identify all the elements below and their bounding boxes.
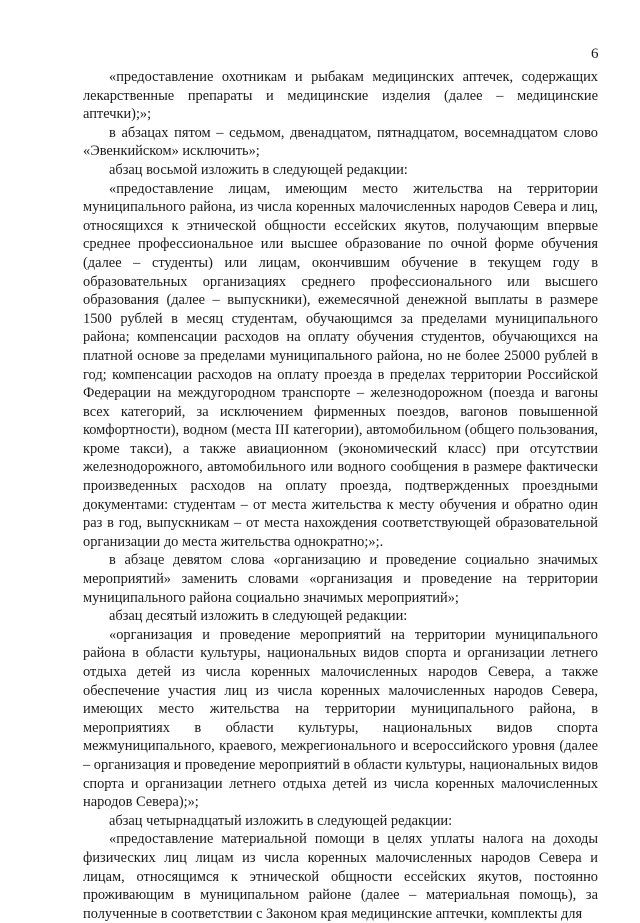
paragraph-tenth-intro: абзац десятый изложить в следующей редакции:: [109, 608, 408, 625]
paragraph-events: «организация и проведение мероприятий на территории муниципального района в области культуры, национальных видов спорта и организации летнего отдыха детей из числа коренных малочисленных народов Севера, а также обеспечение участия лиц из числа коренных малочисленных народов Севера, имеющих место жительства на территории муниципального района, в мероприятиях в области культуры, национальных видов спорта межмуниципального, краевого, межрегионального и всероссийского уровня (далее – организация и проведение мероприятий в области культуры, национальных видов спорта и организации летнего отдыха детей из числа коренных малочисленных народов Севера);»;: [83, 626, 598, 811]
paragraph-ninth-replace: в абзаце девятом слова «организацию и проведение социально значимых мероприятий» заменить словами «организация и проведение на территории муниципального района социально значимых мероприятий»;: [83, 552, 598, 606]
paragraph-eighth-intro: абзац восьмой изложить в следующей редакции:: [109, 161, 408, 178]
page-number: 6: [591, 46, 599, 62]
paragraph-students-support: «предоставление лицам, имеющим место жительства на территории муниципального района, из числа коренных малочисленных народов Севера и лиц, относящихся к этнической общности ессейских якутов, получающим впервые среднее профессиональное или высшее образование по очной форме обучения (далее – студенты) или лицам, окончившим обучение в текущем году в образовательных организациях среднего профессионального или высшего образования (далее – выпускники), ежемесячной денежной выплаты в размере 1500 рублей в месяц студентам, обучающимся за пределами муниципального района; компенсации расходов на оплату обучения студентов, обучающихся на платной основе за пределами муниципального района, но не более 25000 рублей в год; компенсации расходов на оплату проезда в пределах территории Российской Федерации на междугородном транспорте – железнодорожном (поезда и вагоны всех категорий, за исключением фирменных поездов, вагонов повышенной комфортности), водном (места III категории), автомобильном (общего пользования, кроме такси), а также авиационном (экономический класс) при отсутствии железнодорожного, автомобильного или водного сообщения в размере фактически произведенных расходов на оплату проезда, подтвержденных проездными документами: студентам – от места жительства к месту обучения и обратно один раз в год, выпускникам – от места нахождения соответствующей образовательной организации до места жительства однократно;»;.: [83, 180, 598, 550]
document-body: [83, 68, 598, 923]
paragraph-exclude-word: в абзацах пятом – седьмом, двенадцатом, пятнадцатом, восемнадцатом слово «Эвенкийском» исключить»;: [83, 124, 598, 160]
paragraph-material-aid: «предоставление материальной помощи в целях уплаты налога на доходы физических лиц лицам из числа коренных малочисленных народов Севера и лицам, относящимся к этнической общности ессейских якутов, постоянно проживающим в муниципальном районе (далее – материальная помощь), за полученные в соответствии с Законом края медицинские аптечки, комплекты для: [83, 831, 598, 922]
paragraph-medical-kits: «предоставление охотникам и рыбакам медицинских аптечек, содержащих лекарственные препараты и медицинские изделия (далее – медицинские аптечки);»;: [83, 69, 598, 123]
paragraph-fourteenth-intro: абзац четырнадцатый изложить в следующей редакции:: [109, 812, 453, 829]
